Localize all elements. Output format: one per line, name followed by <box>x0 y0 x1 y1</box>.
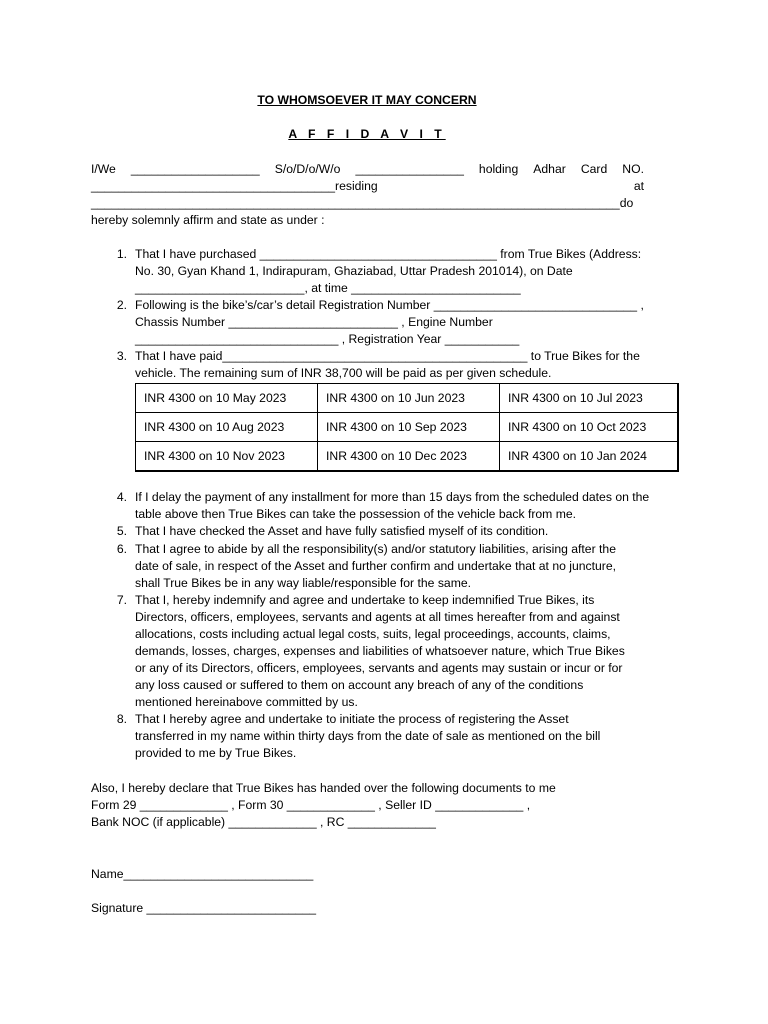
document-title: TO WHOMSOEVER IT MAY CONCERN <box>257 93 477 107</box>
item-line: That I have checked the Asset and have fully satisfied myself of its condition. <box>135 524 549 538</box>
intro-no: NO. <box>622 162 644 176</box>
table-cell: INR 4300 on 10 Oct 2023 <box>500 413 679 442</box>
item-line: shall True Bikes be in any way liable/responsible for the same. <box>135 576 472 590</box>
intro-at: at <box>633 179 644 193</box>
intro-card: Card <box>580 162 608 176</box>
name-field: Name____________________________ <box>91 867 314 881</box>
declaration-line-2: Form 29 _____________ , Form 30 _____________ , Seller ID _____________ , <box>91 798 531 812</box>
intro-relation: S/o/D/o/W/o <box>274 162 341 176</box>
item-line: ______________________________ , Registration Year ___________ <box>135 332 520 346</box>
item-number: 3. <box>116 349 127 363</box>
item-line: date of sale, in respect of the Asset and further confirm and undertake that at no juncture, <box>135 559 617 573</box>
document-subtitle: A F F I D A V I T <box>288 127 446 141</box>
intro-line-3: ______________________________________________________________________________do <box>91 196 634 210</box>
item-line: If I delay the payment of any installment for more than 15 days from the scheduled dates on the <box>135 490 650 504</box>
item-number: 6. <box>116 542 127 556</box>
table-row <box>136 442 679 472</box>
item-number: 8. <box>116 712 127 726</box>
item-line: _________________________, at time _________________________ <box>135 281 521 295</box>
item-line: allocations, costs including actual legal costs, suits, legal proceedings, accounts, claims, <box>135 627 611 641</box>
table-cell: INR 4300 on 10 May 2023 <box>136 384 318 413</box>
item-line: or any of its Directors, officers, employees, servants and agents may sustain or incur or for <box>135 661 623 675</box>
item-number: 1. <box>116 247 127 261</box>
signature-field: Signature _________________________ <box>91 901 317 915</box>
item-line: That I agree to abide by all the responsibility(s) and/or statutory liabilities, arising after the <box>135 542 616 556</box>
declaration-line-3: Bank NOC (if applicable) _____________ , RC _____________ <box>91 815 436 829</box>
payment-schedule-table <box>135 383 679 472</box>
item-line: That I have paid_____________________________________________ to True Bikes for the <box>135 349 640 363</box>
declaration-line-1: Also, I hereby declare that True Bikes has handed over the following documents to me <box>91 781 556 795</box>
item-line: Directors, officers, employees, servants and agents at all times hereafter from and against <box>135 610 620 624</box>
item-line: mentioned hereinabove committed by us. <box>135 695 358 709</box>
item-line: That I hereby agree and undertake to initiate the process of registering the Asset <box>135 712 569 726</box>
item-number: 7. <box>116 593 127 607</box>
item-line: Following is the bike’s/car’s detail Registration Number ______________________________ , <box>135 298 644 312</box>
table-cell: INR 4300 on 10 Sep 2023 <box>318 413 500 442</box>
table-cell: INR 4300 on 10 Aug 2023 <box>136 413 318 442</box>
table-cell: INR 4300 on 10 Dec 2023 <box>318 442 500 472</box>
intro-we: I/We <box>91 162 116 176</box>
item-number: 5. <box>116 524 127 538</box>
intro-name-blank: ___________________ <box>130 162 260 176</box>
table-cell: INR 4300 on 10 Nov 2023 <box>136 442 318 472</box>
item-line: demands, losses, charges, expenses and liabilities of whatsoever nature, which True Bikes <box>135 644 625 658</box>
item-line: transferred in my name within thirty days from the date of sale as mentioned on the bill <box>135 729 601 743</box>
intro-relation-blank: ________________ <box>355 162 464 176</box>
table-row <box>136 384 679 413</box>
item-number: 2. <box>116 298 127 312</box>
item-line: provided to me by True Bikes. <box>135 746 297 760</box>
table-cell: INR 4300 on 10 Jun 2023 <box>318 384 500 413</box>
intro-adhar: Adhar <box>533 162 566 176</box>
item-line: Chassis Number _________________________ , Engine Number <box>135 315 493 329</box>
intro-line-4: hereby solemnly affirm and state as under : <box>91 213 325 227</box>
item-line: any loss caused or suffered to them on account any breach of any of the conditions <box>135 678 584 692</box>
table-cell: INR 4300 on 10 Jul 2023 <box>500 384 679 413</box>
intro-residing: ____________________________________residing <box>91 179 378 193</box>
item-number: 4. <box>116 490 127 504</box>
item-line: table above then True Bikes can take the possession of the vehicle back from me. <box>135 507 577 521</box>
intro-line-2 <box>91 178 644 194</box>
table-cell: INR 4300 on 10 Jan 2024 <box>500 442 679 472</box>
item-line: That I, hereby indemnify and agree and undertake to keep indemnified True Bikes, its <box>135 593 595 607</box>
table-row <box>136 413 679 442</box>
item-line: That I have purchased ___________________________________ from True Bikes (Address: <box>135 247 642 261</box>
item-line: No. 30, Gyan Khand 1, Indirapuram, Ghaziabad, Uttar Pradesh 201014), on Date <box>135 264 573 278</box>
intro-holding: holding <box>478 162 519 176</box>
intro-line-1 <box>91 161 644 177</box>
item-line: vehicle. The remaining sum of INR 38,700 will be paid as per given schedule. <box>135 366 552 380</box>
